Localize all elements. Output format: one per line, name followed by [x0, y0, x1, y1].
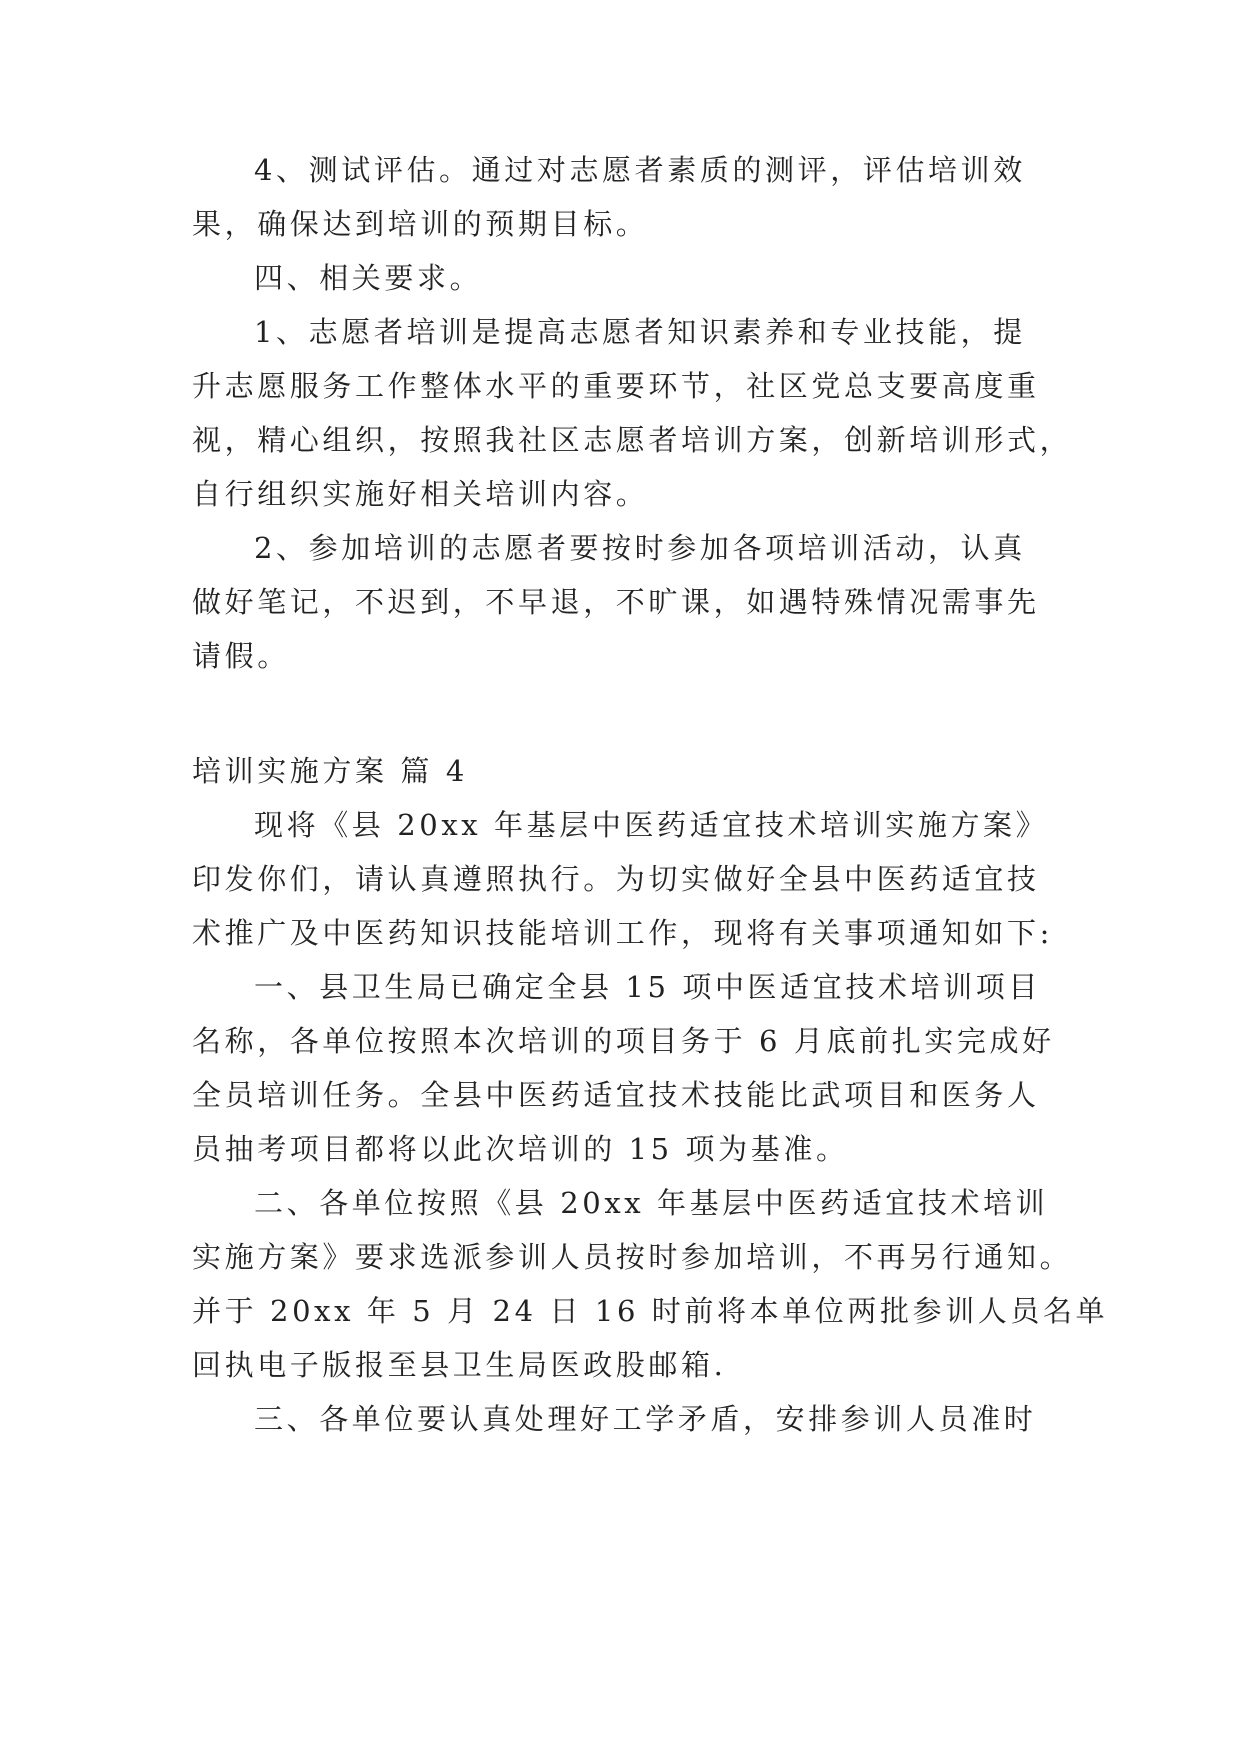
paragraph-line: 做好笔记，不迟到，不早退，不旷课，如遇特殊情况需事先 — [192, 585, 1040, 619]
paragraph-line: 一、县卫生局已确定全县 15 项中医适宜技术培训项目 — [254, 970, 1041, 1004]
paragraph-line: 二、各单位按照《县 20xx 年基层中医药适宜技术培训 — [254, 1186, 1049, 1220]
paragraph-line: 全员培训任务。全县中医药适宜技术技能比武项目和医务人 — [192, 1078, 1040, 1112]
paragraph-line: 印发你们，请认真遵照执行。为切实做好全县中医药适宜技 — [192, 862, 1040, 896]
paragraph-line: 术推广及中医药知识技能培训工作，现将有关事项通知如下: — [192, 916, 1053, 950]
section-heading: 培训实施方案 篇 4 — [192, 754, 468, 788]
paragraph-line: 4、测试评估。通过对志愿者素质的测评，评估培训效 — [254, 153, 1026, 187]
paragraph-line: 2、参加培训的志愿者要按时参加各项培训活动，认真 — [254, 531, 1026, 565]
paragraph-line: 回执电子版报至县卫生局医政股邮箱. — [192, 1348, 727, 1382]
paragraph-line: 请假。 — [192, 639, 290, 673]
paragraph-line: 果，确保达到培训的预期目标。 — [192, 207, 649, 241]
paragraph-line: 升志愿服务工作整体水平的重要环节，社区党总支要高度重 — [192, 369, 1040, 403]
paragraph-line: 自行组织实施好相关培训内容。 — [192, 477, 649, 511]
paragraph-line: 现将《县 20xx 年基层中医药适宜技术培训实施方案》 — [254, 808, 1049, 842]
paragraph-line: 三、各单位要认真处理好工学矛盾，安排参训人员准时 — [254, 1402, 1037, 1436]
paragraph-line: 1、志愿者培训是提高志愿者知识素养和专业技能，提 — [254, 315, 1026, 349]
paragraph-line: 员抽考项目都将以此次培训的 15 项为基准。 — [192, 1132, 849, 1166]
section-subheading: 四、相关要求。 — [254, 261, 483, 295]
paragraph-line: 名称，各单位按照本次培训的项目务于 6 月底前扎实完成好 — [192, 1024, 1055, 1058]
paragraph-line: 并于 20xx 年 5 月 24 日 16 时前将本单位两批参训人员名单 — [192, 1294, 1109, 1328]
paragraph-line: 实施方案》要求选派参训人员按时参加培训，不再另行通知。 — [192, 1240, 1073, 1274]
paragraph-line: 视，精心组织，按照我社区志愿者培训方案，创新培训形式， — [192, 423, 1073, 457]
